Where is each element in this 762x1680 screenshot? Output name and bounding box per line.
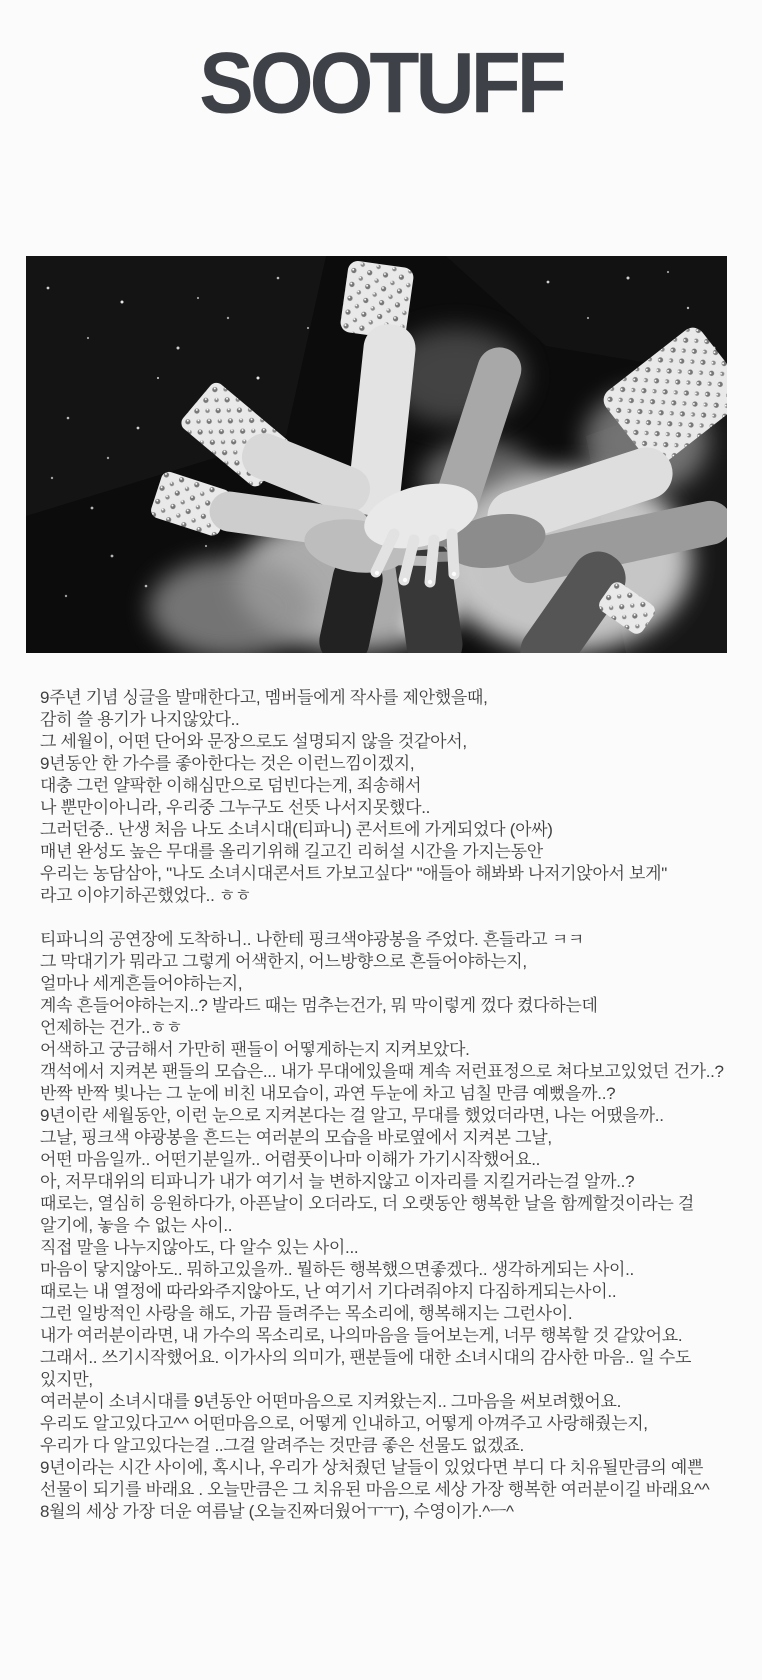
letter-line: 그날, 핑크색 야광봉을 흔드는 여러분의 모습을 바로옆에서 지켜본 그날, [40,1128,552,1147]
letter-line: 그 막대기가 뭐라고 그렇게 어색한지, 어느방향으로 흔들어야하는지, [40,952,527,971]
letter-line: 그 세월이, 어떤 단어와 문장으로도 설명되지 않을 것같아서, [40,732,467,751]
photo-figure [26,256,727,653]
letter-line: 우리는 농담삼아, "나도 소녀시대콘서트 가보고싶다" "애들아 해봐봐 나저기앉아서 보게" [40,864,668,883]
letter-line: 직접 말을 나누지않아도, 다 알수 있는 사이... [40,1238,359,1257]
letter-line: 9주년 기념 싱글을 발매한다고, 멤버들에게 작사를 제안했을때, [40,688,488,707]
letter-line: 여러분이 소녀시대를 9년동안 어떤마음으로 지켜왔는지.. 그마음을 써보려했어요. [40,1392,621,1411]
letter-line: 때로는, 열심히 응원하다가, 아픈날이 오더라도, 더 오랫동안 행복한 날을 함께할것이라는 걸 알기에, 놓을 수 없는 사이.. [40,1194,695,1235]
letter-line: 라고 이야기하곤했었다.. ㅎㅎ [40,886,252,905]
letter-line: 마음이 닿지않아도.. 뭐하고있을까.. 뭘하든 행복했으면좋겠다.. 생각하게되는 사이.. [40,1260,634,1279]
letter-line: 매년 완성도 높은 무대를 올리기위해 길고긴 리허설 시간을 가지는동안 [40,842,543,861]
letter-line: 얼마나 세게흔들어야하는지, [40,974,243,993]
letter-line: 그래서.. 쓰기시작했어요. 이가사의 의미가, 팬분들에 대한 소녀시대의 감사한 마음.. 일 수도 있지만, [40,1348,692,1389]
letter-line: 아, 저무대위의 티파니가 내가 여기서 늘 변하지않고 이자리를 지킬거라는걸 알까..? [40,1172,635,1191]
letter-line: 그러던중.. 난생 처음 나도 소녀시대(티파니) 콘서트에 가게되었다 (아싸) [40,820,553,839]
letter-line: 대충 그런 얄팍한 이해심만으로 덤빈다는게, 죄송해서 [40,776,422,795]
letter-body [40,687,727,1583]
header [0,35,762,132]
letter-line: 언제하는 건가..ㅎㅎ [40,1018,183,1037]
letter-line: 때로는 내 열정에 따라와주지않아도, 난 여기서 기다려줘야지 다짐하게되는사이.. [40,1282,617,1301]
letter-line: 반짝 반짝 빛나는 그 눈에 비친 내모습이, 과연 두눈에 차고 넘칠 만큼 예뻤을까..? [40,1084,616,1103]
letter-line: 우리도 알고있다고^^ 어떤마음으로, 어떻게 인내하고, 어떻게 아껴주고 사랑해줬는지, [40,1414,648,1433]
hands-photo [26,256,727,653]
letter-line: 8월의 세상 가장 더운 여름날 (오늘진짜더웠어ㅜㅜ), 수영이가.^ㅡ^ [40,1502,514,1521]
letter-line: 내가 여러분이라면, 내 가수의 목소리로, 나의마음을 들어보는게, 너무 행복할 것 같았어요. [40,1326,683,1345]
letter-line: 어색하고 궁금해서 가만히 팬들이 어떻게하는지 지켜보았다. [40,1040,470,1059]
letter-line: 객석에서 지켜본 팬들의 모습은... 내가 무대에있을때 계속 저런표정으로 쳐다보고있었던 건가..? [40,1062,724,1081]
page-title: SOOTUFF [199,35,563,132]
letter-line: 우리가 다 알고있다는걸 ..그걸 알려주는 것만큼 좋은 선물도 없겠죠. [40,1436,524,1455]
letter-line: 티파니의 공연장에 도착하니.. 나한테 핑크색야광봉을 주었다. 흔들라고 ㅋㅋ [40,930,585,949]
letter-line: 감히 쓸 용기가 나지않았다.. [40,710,240,729]
letter-line: 나 뿐만이아니라, 우리중 그누구도 선뜻 나서지못했다.. [40,798,431,817]
letter-line: 어떤 마음일까.. 어떤기분일까.. 어렴풋이나마 이해가 가기시작했어요.. [40,1150,541,1169]
letter-line: 9년동안 한 가수를 좋아한다는 것은 이런느낌이겠지, [40,754,415,773]
letter-line: 계속 흔들어야하는지..? 발라드 때는 멈추는건가, 뭐 막이렇게 껐다 켰다하는데 [40,996,598,1015]
letter-paragraph [40,687,727,907]
letter-line: 9년이라는 시간 사이에, 혹시나, 우리가 상처줬던 날들이 있었다면 부디 다 치유될만큼의 예쁜 선물이 되기를 바래요 . 오늘만큼은 그 치유된 마음으로 세상 가장 행복한 여러분이길 바래요^^ [40,1458,710,1499]
letter-line: 9년이란 세월동안, 이런 눈으로 지켜본다는 걸 알고, 무대를 했었더라면, 나는 어땠을까.. [40,1106,664,1125]
letter-paragraph [40,929,727,1523]
letter-line: 그런 일방적인 사랑을 해도, 가끔 들려주는 목소리에, 행복해지는 그런사이. [40,1304,573,1323]
